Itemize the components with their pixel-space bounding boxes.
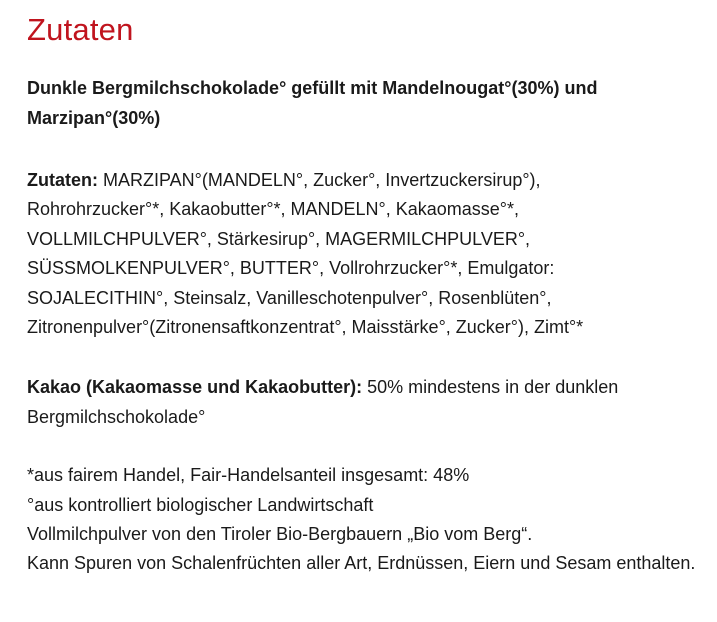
milk-powder-note: Vollmilchpulver von den Tiroler Bio-Bergbauern „Bio vom Berg“. — [27, 524, 533, 545]
ingredients-section — [27, 0, 707, 579]
ingredients-label: Zutaten: — [27, 170, 98, 190]
ingredients-text: MARZIPAN°(MANDELN°, Zucker°, Invertzuckersirup°), Rohrohrzucker°*, Kakaobutter°*, MANDELN°, Kakaomasse°*, VOLLMILCHPULVER°, Stärkesirup°, MAGERMILCHPULVER°, SÜSSMOLKENPULVER°, BUTTER°, Vollrohrzucker°*, Emulgator: SOJALECITHIN°, Steinsalz, Vanilleschotenpulver°, Rosenblüten°, Zitronenpulver°(Zitronensaftkonzentrat°, Maisstärke°, Zucker°), Zimt°* — [27, 170, 584, 338]
product-description: Dunkle Bergmilchschokolade° gefüllt mit Mandelnougat°(30%) und Marzipan°(30%) — [27, 78, 598, 128]
cocoa-text: 50% mindestens in der dunklen Bergmilchschokolade° — [27, 377, 619, 427]
organic-note: °aus kontrolliert biologischer Landwirtschaft — [27, 494, 374, 515]
cocoa-label: Kakao (Kakaomasse und Kakaobutter): — [27, 377, 363, 398]
section-title: Zutaten — [27, 12, 134, 47]
cocoa-paragraph — [27, 373, 687, 432]
ingredients-paragraph — [27, 166, 667, 342]
allergen-note: Kann Spuren von Schalenfrüchten aller Art, Erdnüssen, Eiern und Sesam enthalten. — [27, 553, 696, 574]
fair-trade-note: *aus fairem Handel, Fair-Handelsanteil insgesamt: 48% — [27, 465, 470, 486]
notes-paragraph — [27, 461, 707, 579]
